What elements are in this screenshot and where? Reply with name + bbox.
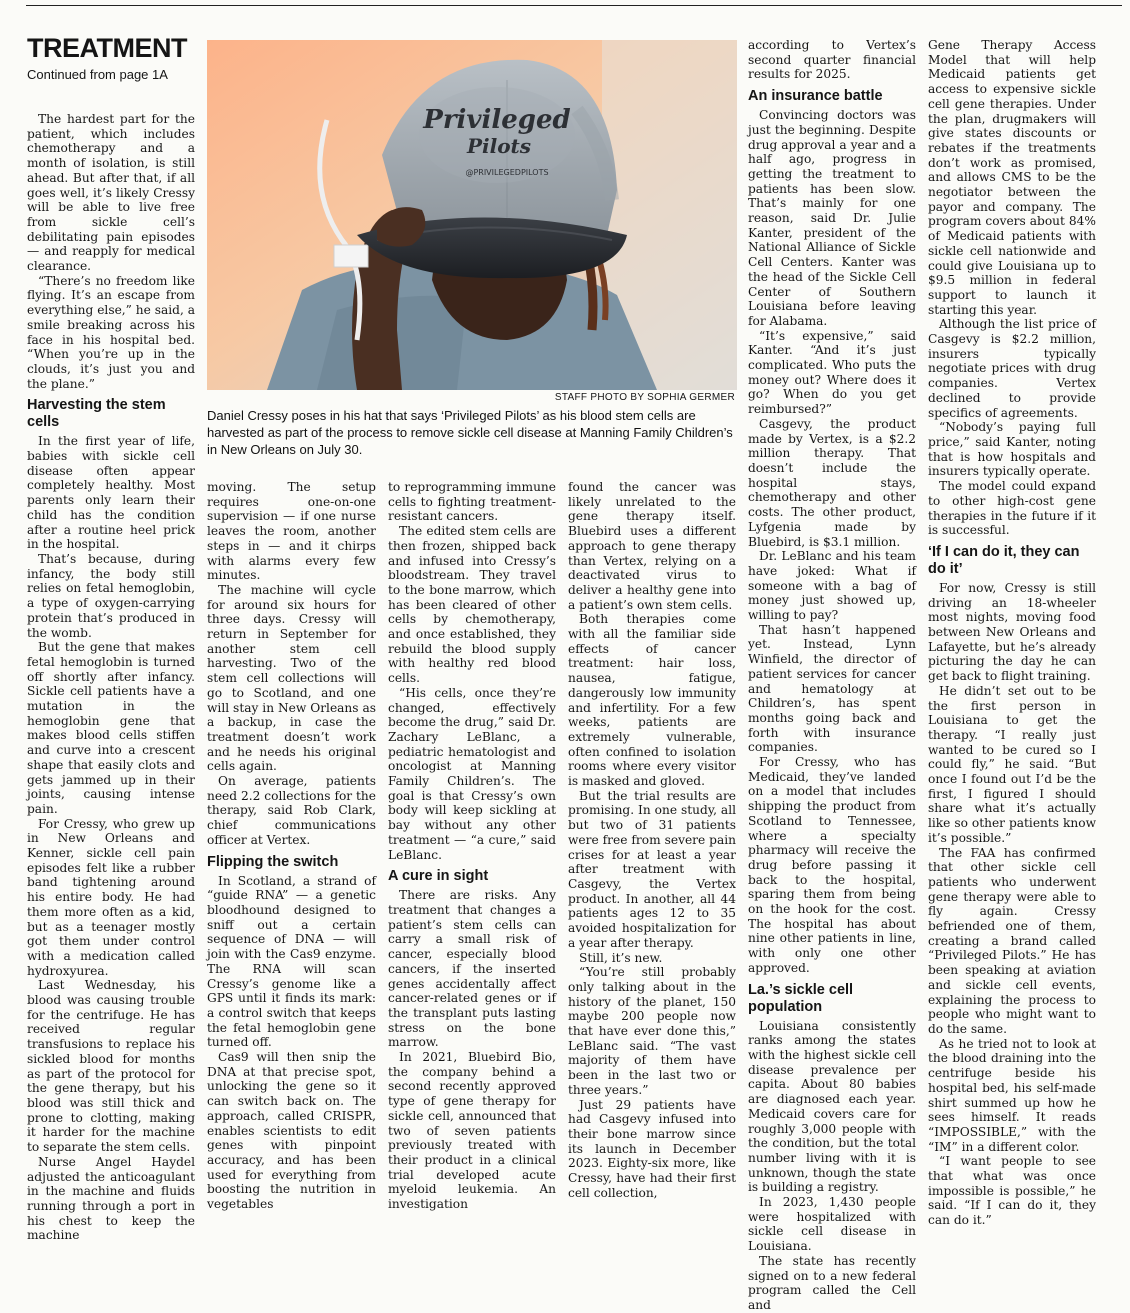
subhead-population: La.’s sickle cell population	[748, 981, 854, 1015]
paragraph: There are risks. Any treatment that changes a patient’s stem cells can carry a small risk of cancer, especially blood cancers, if the inserted genes accidentally affect cancer-related genes or if the transplant puts lasting stress on the bone marrow.	[388, 888, 556, 1050]
photo-credit: STAFF PHOTO BY SOPHIA GERMER	[554, 392, 735, 403]
hat-text-line2: Pilots	[466, 134, 532, 158]
top-rule	[26, 5, 1122, 6]
subhead-insurance: An insurance battle	[748, 88, 883, 105]
paragraph: “There’s no freedom like flying. It’s an escape from everything else,” he said, a smile breaking across his face in his hospital bed. “When you’re up in the clouds, it’s just you and the plane.”	[27, 273, 195, 391]
paragraph: On average, patients need 2.2 collections for the therapy, said Rob Clark, chief communications officer at Vertex.	[207, 774, 376, 847]
staff-photo	[207, 40, 737, 390]
paragraph: “His cells, once they’re changed, effectively become the drug,” said Dr. Zachary LeBlanc, a pediatric hematologist and oncologist at Manning Family Children’s. The goal is that Cressy’s own body will keep sickling at bay without any other treatment — “a cure,” said LeBlanc.	[388, 685, 556, 862]
paragraph: “You’re still probably only talking about in the history of the planet, 150 maybe 200 people now that have ever done this,” LeBlanc said. “The vast majority of them have been in the last two or three years.”	[568, 965, 736, 1097]
paragraph: “I want people to see that what was once impossible is possible,” he said. “If I can do it, they can do it.”	[928, 1154, 1096, 1228]
paragraph: But the trial results are promising. In one study, all but two of 31 patients were free from severe pain crises for at least a year after treatment with Casgevy, the Vertex product. In another, all 44 patients ages 12 to 35 avoided hospitalization for a year after therapy.	[568, 788, 736, 950]
subhead-flipping: Flipping the switch	[207, 853, 339, 870]
section-label: TREATMENT	[27, 33, 187, 63]
paragraph: “It’s expensive,” said Kanter. “And it’s just complicated. Who puts the money out? Where does it go? When do you get reimbursed?”	[748, 328, 916, 417]
paragraph: Cas9 will then snip the DNA at that precise spot, unlocking the gene so it can switch back on. The approach, called CRISPR, enables scientists to edit genes with pinpoint accuracy, and has been used for everything from boosting the nutrition in vegetables	[207, 1050, 376, 1212]
paragraph: The model could expand to other high-cost gene therapies in the future if it is successful.	[928, 479, 1096, 538]
paragraph: For Cressy, who grew up in New Orleans and Kenner, sickle cell pain episodes felt like a rubber band tightening around his entire body. He had them more often as a kid, but as a teenager mostly got them under control with a medication called hydroxyurea.	[27, 816, 195, 978]
paragraph: Convincing doctors was just the beginning. Despite drug approval a year and a half ago, progress in getting the treatment to patients has been slow. That’s mainly for one reason, said Dr. Julie Kanter, president of the National Alliance of Sickle Cell Centers. Kanter was the head of the Sickle Cell Center of Southern Louisiana before leaving for Alabama.	[748, 108, 916, 328]
paragraph: In 2021, Bluebird Bio, the company behind a second recently approved type of gene therapy for sickle cell, announced that two of seven patients previously treated with their product in a clinical trial developed acute myeloid leukemia. An investigation	[388, 1050, 556, 1212]
subhead-if-i-can: ‘If I can do it, they can do it’	[928, 543, 1080, 577]
paragraph: The state has recently signed on to a new federal program called the Cell and	[748, 1253, 916, 1312]
paragraph: That’s because, during infancy, the body still relies on fetal hemoglobin, a type of oxygen-carrying protein that’s produced in the womb.	[27, 551, 195, 640]
paragraph: Nurse Angel Haydel adjusted the anticoagulant in the machine and fluids running through a port in his chest to keep the machine	[27, 1154, 195, 1243]
paragraph: Last Wednesday, his blood was causing trouble for the centrifuge. He has received regular transfusions to replace his sickled blood for months as part of the protocol for the gene therapy, but his blood was still thick and prone to clotting, making it harder for the machine to separate the stem cells.	[27, 978, 195, 1155]
column-5	[748, 38, 916, 1313]
photo-caption: Daniel Cressy poses in his hat that says ‘Privileged Pilots’ as his blood stem cells are harvested as part of the process to remove sickle cell disease at Manning Family Children’s in New Orleans on July 30.	[207, 408, 733, 457]
paragraph: found the cancer was likely unrelated to the gene therapy itself. Bluebird uses a different approach to gene therapy than Vertex, relying on a deactivated virus to deliver a healthy gene into a patient’s own stem cells.	[568, 480, 736, 612]
paragraph: Dr. LeBlanc and his team have joked: What if someone with a bag of money just showed up, willing to pay?	[748, 549, 916, 623]
column-6	[928, 38, 1096, 1228]
paragraph: The FAA has confirmed that other sickle cell patients who underwent gene therapy were able to fly again. Cressy befriended one of them, creating a brand called “Privileged Pilots.” He has been speaking at aviation and sickle cell events, explaining the process to people who might want to do the same.	[928, 845, 1096, 1036]
column-1	[27, 112, 195, 1243]
paragraph: The hardest part for the patient, which includes chemotherapy and a month of isolation, is still ahead. But after that, if all goes well, it’s likely Cressy will be able to live free from sickle cell’s debilitating pain episodes — and reapply for medical clearance.	[27, 112, 195, 274]
paragraph: He didn’t set out to be the first person in Louisiana to get the therapy. “I really just wanted to be cured so I could fly,” he said. “But once I found out I’d be the first, I figured I should share what it’s actually like so other patients know it’s possible.”	[928, 683, 1096, 845]
photo-image	[207, 40, 737, 390]
hat-handle: @PRIVILEGEDPILOTS	[465, 168, 549, 177]
paragraph: For Cressy, who has Medicaid, they’ve landed on a model that includes shipping the product from Scotland to Tennessee, where a specialty pharmacy will receive the drug before passing it back to the hospital, sparing them from being on the hook for the cost. The hospital has about nine other patients in line, with only one other approved.	[748, 755, 916, 975]
column-4	[568, 480, 736, 1200]
subhead-cure: A cure in sight	[388, 868, 489, 885]
subhead-harvesting: Harvesting the stem cells	[27, 397, 166, 431]
paragraph: In 2023, 1,430 people were hospitalized with sickle cell disease in Louisiana.	[748, 1195, 916, 1254]
column-2	[207, 480, 376, 1212]
paragraph: But the gene that makes fetal hemoglobin is turned off shortly after infancy. Sickle cell patients have a mutation in the hemoglobin gene that makes blood cells stiffen and curve into a crescent shape that easily clots and gets jammed up in their joints, causing intense pain.	[27, 640, 195, 816]
paragraph: according to Vertex’s second quarter financial results for 2025.	[748, 38, 916, 82]
paragraph: As he tried not to look at the blood draining into the centrifuge beside his hospital bed, his self-made shirt summed up how he sees himself. It reads “IMPOSSIBLE,” with the “IM” in a different color.	[928, 1036, 1096, 1154]
paragraph: Just 29 patients have had Casgevy infused into their bone marrow since its launch in December 2023. Eighty-six more, like Cressy, have had their first cell collection,	[568, 1097, 736, 1200]
paragraph: Louisiana consistently ranks among the states with the highest sickle cell disease prevalence per capita. About 80 babies are diagnosed each year. Medicaid covers care for roughly 3,000 people with the condition, but the total number living with it is unknown, though the state is building a registry.	[748, 1018, 916, 1195]
column-3	[388, 480, 556, 1212]
paragraph: In the first year of life, babies with sickle cell disease often appear completely healthy. Most parents only learn their child has the condition after a routine heel prick in the hospital.	[27, 434, 195, 552]
paragraph: “Nobody’s paying full price,” said Kanter, noting that is how hospitals and insurers typically operate.	[928, 420, 1096, 479]
hat-text-line1: Privileged	[423, 105, 571, 135]
paragraph: Casgevy, the product made by Vertex, is a $2.2 million therapy. That doesn’t include the hospital stays, chemotherapy and other costs. The other product, Lyfgenia made by Bluebird, is $3.1 million.	[748, 416, 916, 549]
paragraph: Both therapies come with all the familiar side effects of cancer treatment: hair loss, nausea, fatigue, dangerously low immunity and infertility. For a few weeks, patients are extremely vulnerable, often confined to isolation rooms where every visitor is masked and gloved.	[568, 612, 736, 789]
paragraph: moving. The setup requires one-on-one supervision — if one nurse leaves the room, another steps in — and it chirps with alarms every few minutes.	[207, 480, 376, 583]
paragraph: to reprogramming immune cells to fighting treatment-resistant cancers.	[388, 480, 556, 524]
paragraph: The edited stem cells are then frozen, shipped back and infused into Cressy’s bloodstream. They travel to the bone marrow, which has been cleared of other cells by chemotherapy, and once established, they rebuild the blood supply with healthy red blood cells.	[388, 524, 556, 686]
paragraph: For now, Cressy is still driving an 18-wheeler most nights, moving food between New Orleans and Lafayette, but he’s already picturing the day he can get back to flight training.	[928, 580, 1096, 684]
paragraph: Gene Therapy Access Model that will help Medicaid patients get access to expensive sickle cell gene therapies. Under the plan, drugmakers will give states discounts or rebates if the treatments don’t work as promised, and allows CMS to be the negotiator between the payor and company. The program covers about 84% of Medicaid patients with sickle cell nationwide and could give Louisiana up to $9.5 million in federal support to launch it starting this year.	[928, 38, 1096, 317]
paragraph: Although the list price of Casgevy is $2.2 million, insurers typically negotiate prices with drug companies. Vertex declined to provide specifics of agreements.	[928, 317, 1096, 420]
paragraph: Still, it’s new.	[579, 950, 663, 965]
paragraph: That hasn’t happened yet. Instead, Lynn Winfield, the director of patient services for cancer and hematology at Children’s, has spent months going back and forth with insurance companies.	[748, 622, 916, 755]
paragraph: In Scotland, a strand of “guide RNA” — a genetic bloodhound designed to sniff out a certain sequence of DNA — will join with the Cas9 enzyme. The RNA will scan Cressy’s genome like a GPS until it finds its mark: a control switch that keeps the fetal hemoglobin gene turned off.	[207, 873, 376, 1050]
continued-line: Continued from page 1A	[27, 67, 168, 82]
paragraph: The machine will cycle for around six hours for three days. Cressy will return in September for another stem cell harvesting. Two of the stem cell collections will go to Scotland, and one will stay in New Orleans as a backup, in case the treatment doesn’t work and he needs his original cells again.	[207, 582, 376, 774]
